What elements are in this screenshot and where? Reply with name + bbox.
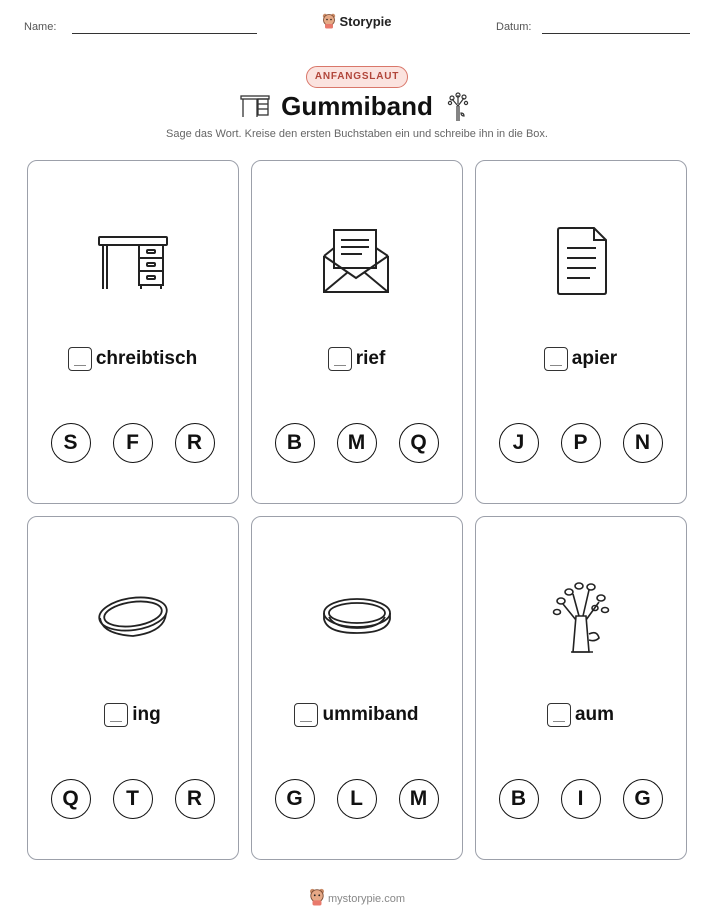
letter-choice[interactable]: Q bbox=[399, 423, 439, 463]
letter-choice[interactable]: N bbox=[623, 423, 663, 463]
footer bbox=[0, 888, 714, 909]
letter-choice[interactable]: I bbox=[561, 779, 601, 819]
letter-choices bbox=[28, 423, 237, 463]
letter-choice[interactable]: J bbox=[499, 423, 539, 463]
word-rest: chreibtisch bbox=[95, 348, 198, 369]
word-card bbox=[251, 516, 463, 860]
storypie-logo-icon bbox=[322, 13, 336, 32]
letter-choices bbox=[28, 779, 237, 819]
letter-choice[interactable]: P bbox=[561, 423, 601, 463]
letter-choice[interactable]: M bbox=[399, 779, 439, 819]
word-with-blank bbox=[252, 347, 461, 371]
letter-choice[interactable]: Q bbox=[51, 779, 91, 819]
letter-choices bbox=[476, 423, 685, 463]
word-with-blank bbox=[252, 703, 461, 727]
name-line[interactable] bbox=[72, 33, 257, 34]
answer-box[interactable] bbox=[104, 703, 128, 727]
brand bbox=[0, 13, 714, 32]
word-with-blank bbox=[476, 347, 685, 371]
tree-icon bbox=[447, 92, 469, 127]
footer-url[interactable]: mystorypie.com bbox=[327, 893, 406, 905]
paper-document-icon bbox=[476, 221, 685, 301]
letter-choice[interactable]: R bbox=[175, 779, 215, 819]
brand-name: Storypie bbox=[339, 14, 392, 29]
word-card bbox=[475, 516, 687, 860]
word-rest: apier bbox=[571, 348, 618, 369]
word-with-blank bbox=[28, 347, 237, 371]
word-rest: ing bbox=[132, 704, 161, 725]
word-card bbox=[27, 516, 239, 860]
word-card bbox=[475, 160, 687, 504]
letter-choice[interactable]: M bbox=[337, 423, 377, 463]
word-rest: rief bbox=[355, 348, 386, 369]
ring-icon bbox=[28, 577, 237, 657]
instructions: Sage das Wort. Kreise den ersten Buchstaben ein und schreibe ihn in die Box. bbox=[166, 128, 548, 140]
desk-icon bbox=[28, 221, 237, 301]
letter-choice[interactable]: B bbox=[275, 423, 315, 463]
letter-choice[interactable]: L bbox=[337, 779, 377, 819]
answer-box[interactable] bbox=[294, 703, 318, 727]
word-with-blank bbox=[476, 703, 685, 727]
answer-box[interactable] bbox=[328, 347, 352, 371]
word-card bbox=[251, 160, 463, 504]
letter-choice[interactable]: S bbox=[51, 423, 91, 463]
letter-envelope-icon bbox=[252, 221, 461, 301]
tree-icon bbox=[476, 577, 685, 657]
answer-box[interactable] bbox=[68, 347, 92, 371]
word-rest: aum bbox=[574, 704, 615, 725]
name-label: Name: bbox=[24, 21, 57, 33]
letter-choice[interactable]: G bbox=[623, 779, 663, 819]
date-line[interactable] bbox=[542, 33, 690, 34]
answer-box[interactable] bbox=[547, 703, 571, 727]
word-with-blank bbox=[28, 703, 237, 727]
letter-choice[interactable]: R bbox=[175, 423, 215, 463]
letter-choice[interactable]: G bbox=[275, 779, 315, 819]
letter-choice[interactable]: T bbox=[113, 779, 153, 819]
letter-choices bbox=[252, 779, 461, 819]
word-rest: ummiband bbox=[322, 704, 419, 725]
rubber-band-icon bbox=[252, 577, 461, 657]
topic-badge: ANFANGSLAUT bbox=[306, 66, 408, 88]
page-title: Gummiband bbox=[281, 91, 433, 121]
letter-choices bbox=[252, 423, 461, 463]
letter-choices bbox=[476, 779, 685, 819]
letter-choice[interactable]: B bbox=[499, 779, 539, 819]
storypie-logo-icon bbox=[309, 888, 325, 909]
word-card bbox=[27, 160, 239, 504]
date-label: Datum: bbox=[496, 21, 532, 33]
letter-choice[interactable]: F bbox=[113, 423, 153, 463]
answer-box[interactable] bbox=[544, 347, 568, 371]
